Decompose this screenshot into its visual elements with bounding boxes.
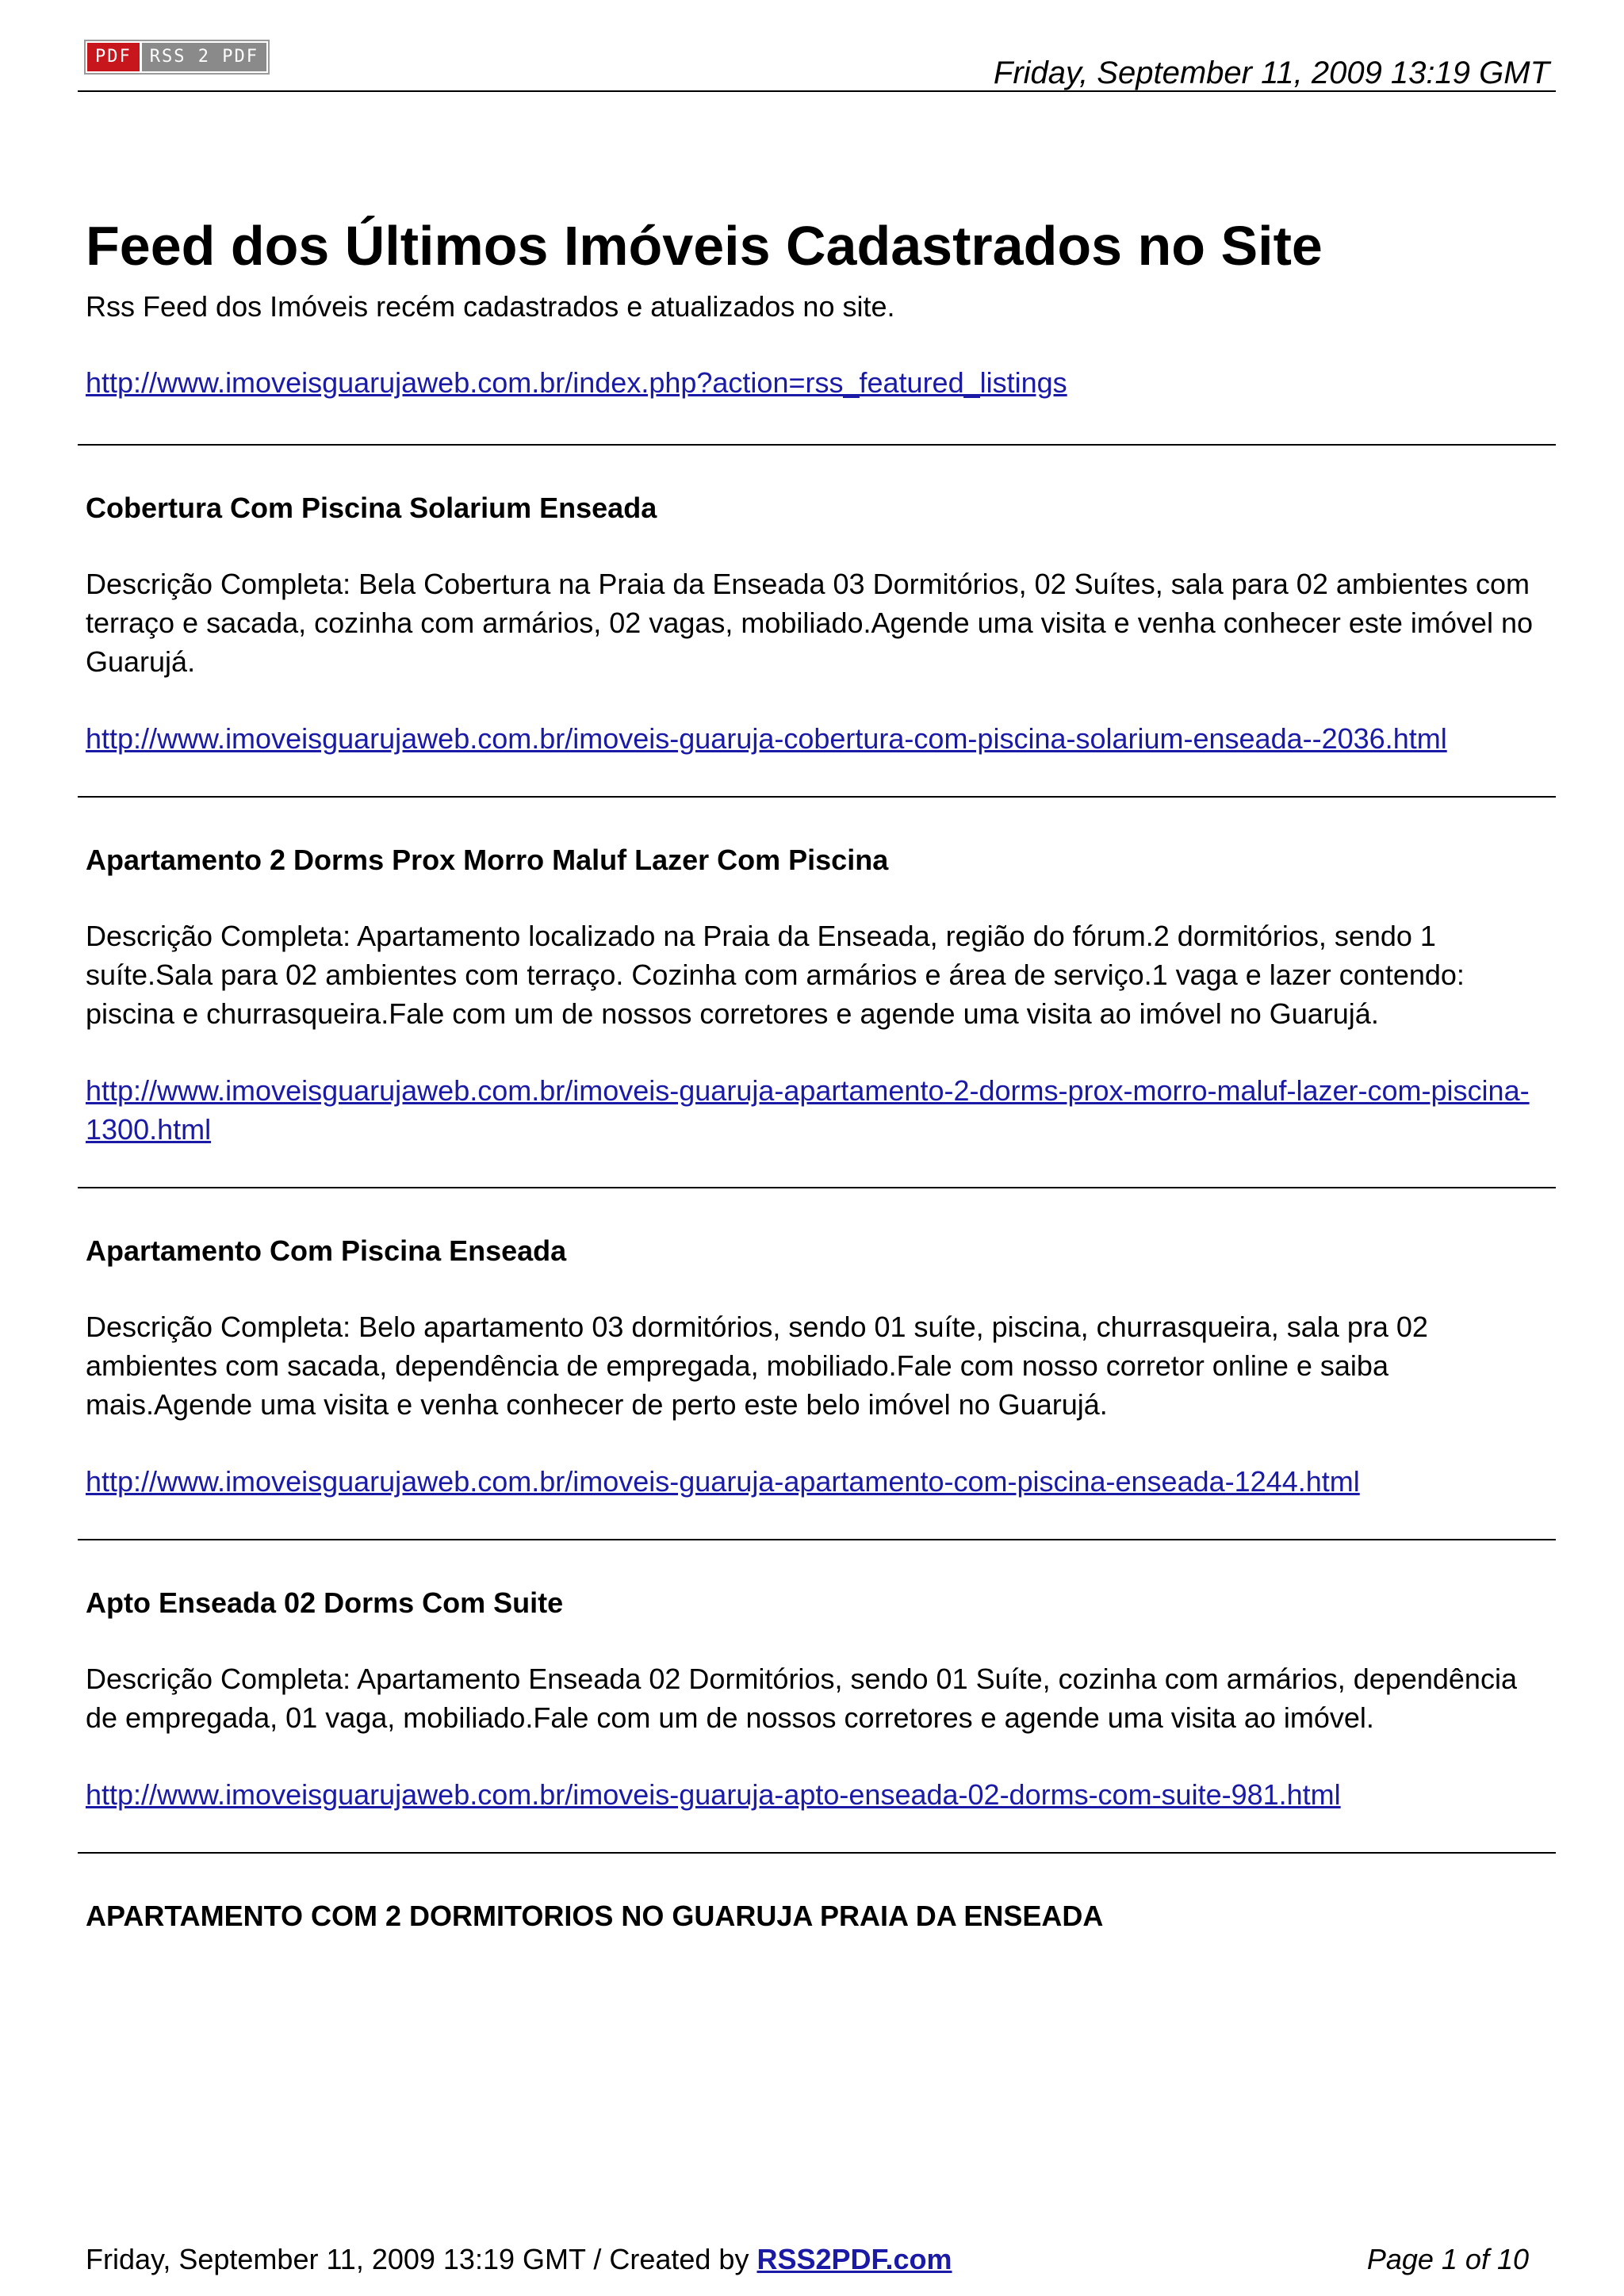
page-footer bbox=[86, 2242, 1529, 2277]
logo-pdf-label: PDF bbox=[87, 43, 140, 71]
page-title: Feed dos Últimos Imóveis Cadastrados no Site bbox=[86, 215, 1323, 277]
feed-item-description: Descrição Completa: Apartamento localizado na Praia da Enseada, região do fórum.2 dormitórios, sendo 1 suíte.Sala para 02 ambientes com terraço. Cozinha com armários e área de serviço.1 vaga e lazer contendo: piscina e churrasqueira.Fale com um de nossos corretores e agende uma visita ao imóvel no Guarujá. bbox=[86, 920, 1465, 1030]
feed-items bbox=[86, 444, 1553, 1974]
feed-item bbox=[78, 1852, 1556, 1974]
page-header bbox=[78, 40, 1556, 92]
feed-item bbox=[78, 1539, 1556, 1852]
feed-item-title: Cobertura Com Piscina Solarium Enseada bbox=[86, 492, 657, 524]
feed-item-link[interactable]: http://www.imoveisguarujaweb.com.br/imoveis-guaruja-cobertura-com-piscina-solarium-enseada--2036.html bbox=[86, 722, 1447, 755]
feed-item-title: APARTAMENTO COM 2 DORMITORIOS NO GUARUJA PRAIA DA ENSEADA bbox=[86, 1900, 1104, 1932]
feed-item-link[interactable]: http://www.imoveisguarujaweb.com.br/imoveis-guaruja-apto-enseada-02-dorms-com-suite-981.html bbox=[86, 1778, 1341, 1811]
feed-item-description: Descrição Completa: Apartamento Enseada 02 Dormitórios, sendo 01 Suíte, cozinha com armários, dependência de empregada, 01 vaga, mobiliado.Fale com um de nossos corretores e agende uma visita ao imóvel. bbox=[86, 1663, 1517, 1734]
rss2pdf-logo[interactable] bbox=[84, 40, 270, 75]
feed-item bbox=[78, 444, 1556, 796]
feed-item-link[interactable]: http://www.imoveisguarujaweb.com.br/imoveis-guaruja-apartamento-com-piscina-enseada-1244.html bbox=[86, 1465, 1360, 1498]
feed-item bbox=[78, 1187, 1556, 1539]
feed-item-description: Descrição Completa: Bela Cobertura na Praia da Enseada 03 Dormitórios, 02 Suítes, sala para 02 ambientes com terraço e sacada, cozinha com armários, 02 vagas, mobiliado.Agende uma visita e venha conhecer este imóvel no Guarujá. bbox=[86, 568, 1533, 678]
document-body bbox=[86, 209, 1553, 1974]
feed-item-description: Descrição Completa: Belo apartamento 03 dormitórios, sendo 01 suíte, piscina, churrasqueira, sala pra 02 ambientes com sacada, dependência de empregada, mobiliado.Fale com nosso corretor online e saiba mais.Agende uma visita e venha conhecer de perto este belo imóvel no Guarujá. bbox=[86, 1311, 1428, 1421]
feed-item-title: Apartamento 2 Dorms Prox Morro Maluf Lazer Com Piscina bbox=[86, 844, 889, 876]
header-date: Friday, September 11, 2009 13:19 GMT bbox=[993, 55, 1549, 90]
page-number: Page 1 of 10 bbox=[1366, 2243, 1529, 2275]
feed-item-link[interactable]: http://www.imoveisguarujaweb.com.br/imoveis-guaruja-apartamento-2-dorms-prox-morro-maluf-lazer-com-piscina-1300.html bbox=[86, 1074, 1530, 1146]
footer-created-by: Friday, September 11, 2009 13:19 GMT / Created by bbox=[86, 2243, 749, 2275]
rss2pdf-link[interactable]: RSS2PDF.com bbox=[756, 2243, 952, 2275]
feed-item bbox=[78, 796, 1556, 1187]
logo-rss2pdf-label: RSS 2 PDF bbox=[142, 43, 266, 71]
feed-item-title: Apartamento Com Piscina Enseada bbox=[86, 1234, 567, 1267]
feed-description: Rss Feed dos Imóveis recém cadastrados e atualizados no site. bbox=[86, 290, 895, 323]
feed-item-title: Apto Enseada 02 Dorms Com Suite bbox=[86, 1586, 564, 1619]
feed-url-link[interactable]: http://www.imoveisguarujaweb.com.br/index.php?action=rss_featured_listings bbox=[86, 366, 1067, 399]
